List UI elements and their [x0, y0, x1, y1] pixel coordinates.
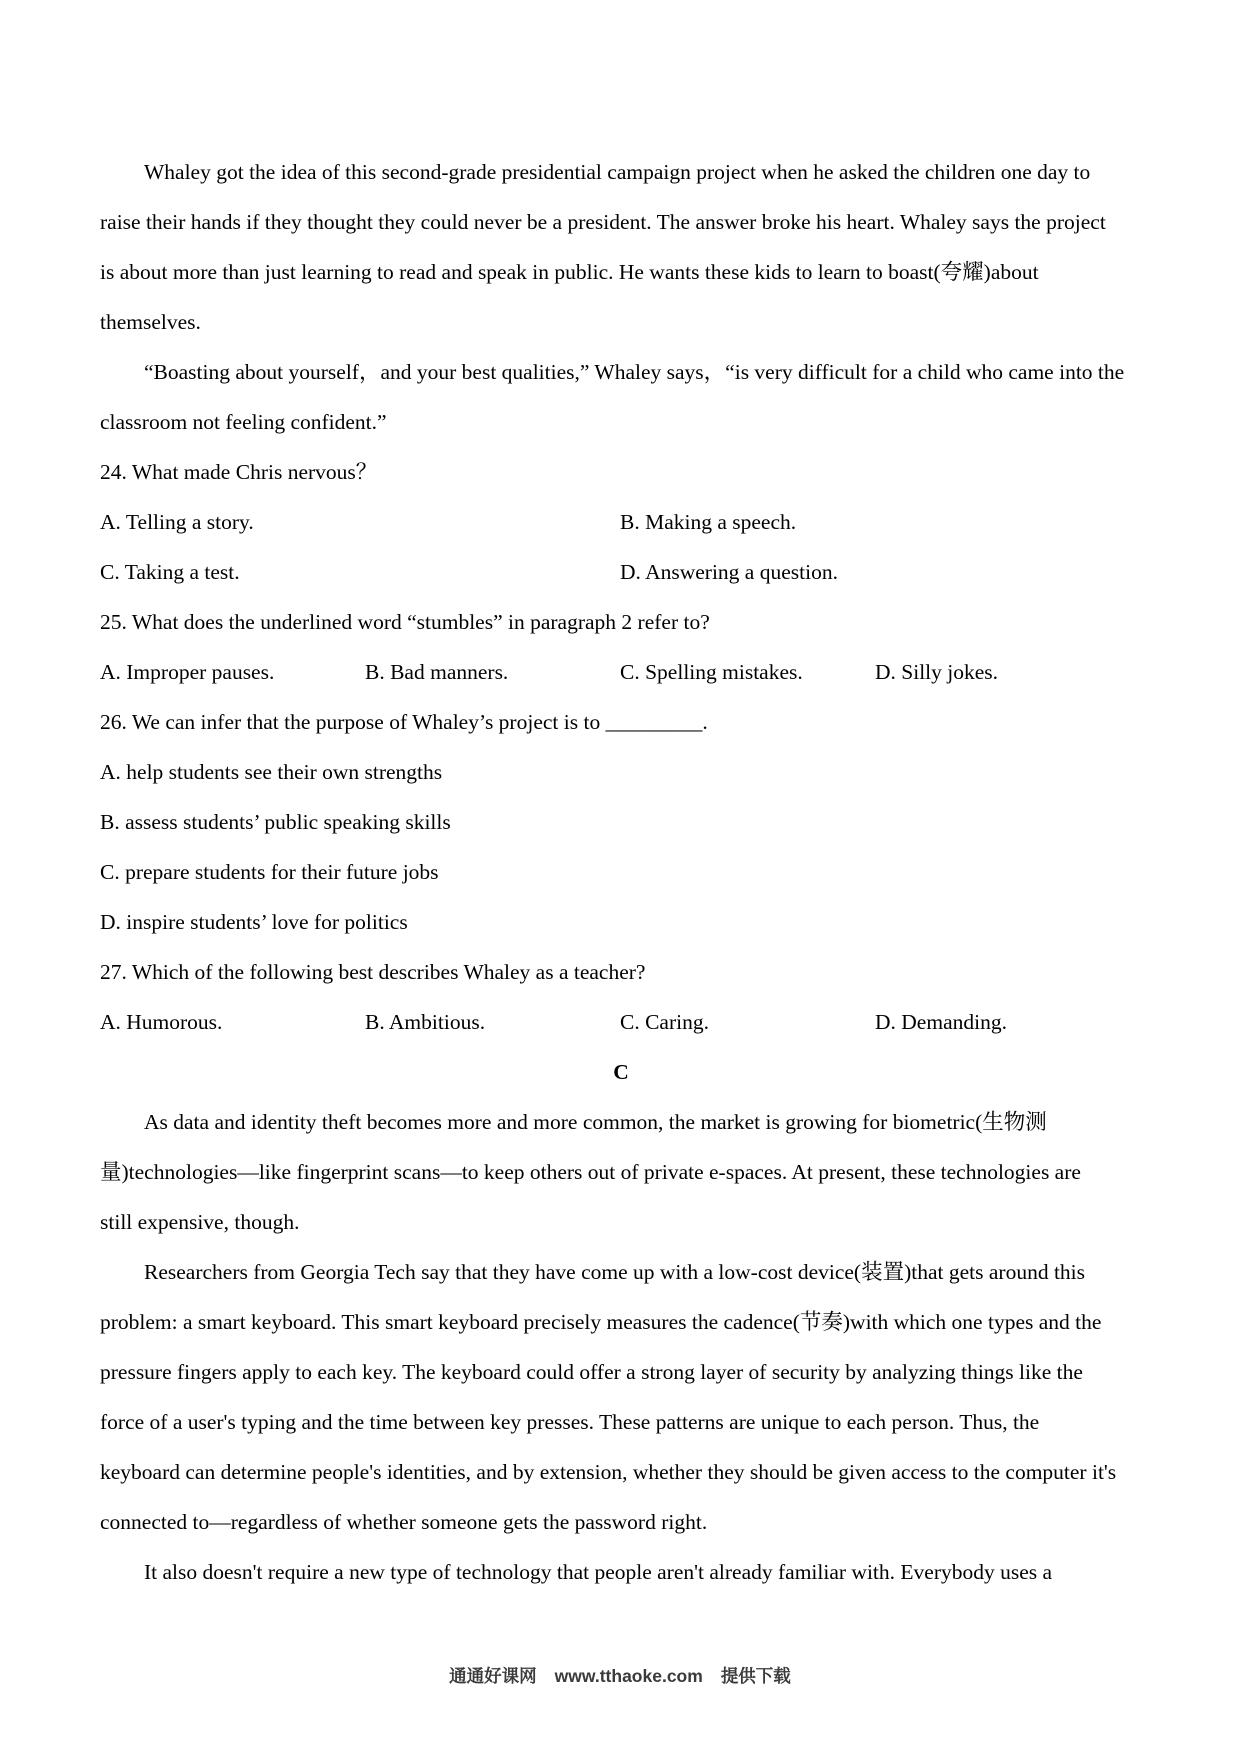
- option-25-c: C. Spelling mistakes.: [620, 660, 803, 684]
- question-24-options-row-2: [100, 547, 1142, 597]
- footer-site-name: 通通好课网: [449, 1666, 537, 1686]
- footer-url: www.tthaoke.com: [554, 1666, 703, 1686]
- option-25-a: A. Improper pauses.: [100, 660, 275, 684]
- page-footer: [0, 1662, 1240, 1690]
- option-27-d: D. Demanding.: [875, 1010, 1007, 1034]
- question-25-text: 25. What does the underlined word “stumbles” in paragraph 2 refer to?: [100, 610, 710, 634]
- option-26-b: B. assess students’ public speaking skills: [100, 810, 451, 834]
- option-25-d: D. Silly jokes.: [875, 660, 999, 684]
- option-27-b: B. Ambitious.: [365, 1010, 486, 1034]
- question-25-options-row: [100, 647, 1142, 697]
- option-24-d: D. Answering a question.: [620, 560, 838, 584]
- passage-b-para1-line: Whaley got the idea of this second-grade presidential campaign project when he asked the children one day to: [144, 160, 1091, 184]
- option-26-d: D. inspire students’ love for politics: [100, 910, 408, 934]
- question-27-options-row: [100, 997, 1142, 1047]
- passage-c-para3-line: It also doesn't require a new type of technology that people aren't already familiar with. Everybody uses a: [144, 1560, 1053, 1584]
- option-27-a: A. Humorous.: [100, 1010, 223, 1034]
- passage-c-para1-line: 量)technologies—like fingerprint scans—to keep others out of private e-spaces. At present, these technologies are: [100, 1160, 1081, 1184]
- passage-c-para2-line: connected to—regardless of whether someone gets the password right.: [100, 1510, 708, 1534]
- passage-c-para2-line: keyboard can determine people's identities, and by extension, whether they should be given access to the computer it's: [100, 1460, 1117, 1484]
- option-24-a: A. Telling a story.: [100, 510, 254, 534]
- question-26-text: 26. We can infer that the purpose of Whaley’s project is to _________.: [100, 710, 708, 734]
- question-24-text: 24. What made Chris nervous？: [100, 460, 378, 484]
- passage-c-para2-line: problem: a smart keyboard. This smart keyboard precisely measures the cadence(节奏)with which one types and the: [100, 1310, 1102, 1334]
- section-c-heading: C: [613, 1060, 629, 1084]
- passage-c-para2-line: pressure fingers apply to each key. The keyboard could offer a strong layer of security by analyzing things like the: [100, 1360, 1083, 1384]
- passage-b-para2-line: “Boasting about yourself，and your best qualities,” Whaley says，“is very difficult for a child who came into the: [144, 360, 1125, 384]
- option-27-c: C. Caring.: [620, 1010, 709, 1034]
- option-25-b: B. Bad manners.: [365, 660, 509, 684]
- page-content: [100, 147, 1142, 1597]
- option-24-c: C. Taking a test.: [100, 560, 240, 584]
- question-24-options-row-1: [100, 497, 1142, 547]
- question-27-text: 27. Which of the following best describes Whaley as a teacher?: [100, 960, 646, 984]
- option-24-b: B. Making a speech.: [620, 510, 797, 534]
- passage-b-para2-line: classroom not feeling confident.”: [100, 410, 387, 434]
- passage-c-para2-line: Researchers from Georgia Tech say that they have come up with a low-cost device(装置)that gets around this: [144, 1260, 1086, 1284]
- option-26-c: C. prepare students for their future jobs: [100, 860, 439, 884]
- passage-c-para1-line: still expensive, though.: [100, 1210, 300, 1234]
- passage-b-para1-line: is about more than just learning to read and speak in public. He wants these kids to learn to boast(夸耀)about: [100, 260, 1039, 284]
- passage-b-para1-line: raise their hands if they thought they could never be a president. The answer broke his heart. Whaley says the project: [100, 210, 1106, 234]
- option-26-a: A. help students see their own strengths: [100, 760, 443, 784]
- footer-download-text: 提供下载: [720, 1666, 791, 1686]
- passage-c-para1-line: As data and identity theft becomes more and more common, the market is growing for biometric(生物测: [144, 1110, 1047, 1134]
- passage-b-para1-line: themselves.: [100, 310, 201, 334]
- passage-c-para2-line: force of a user's typing and the time between key presses. These patterns are unique to each person. Thus, the: [100, 1410, 1040, 1434]
